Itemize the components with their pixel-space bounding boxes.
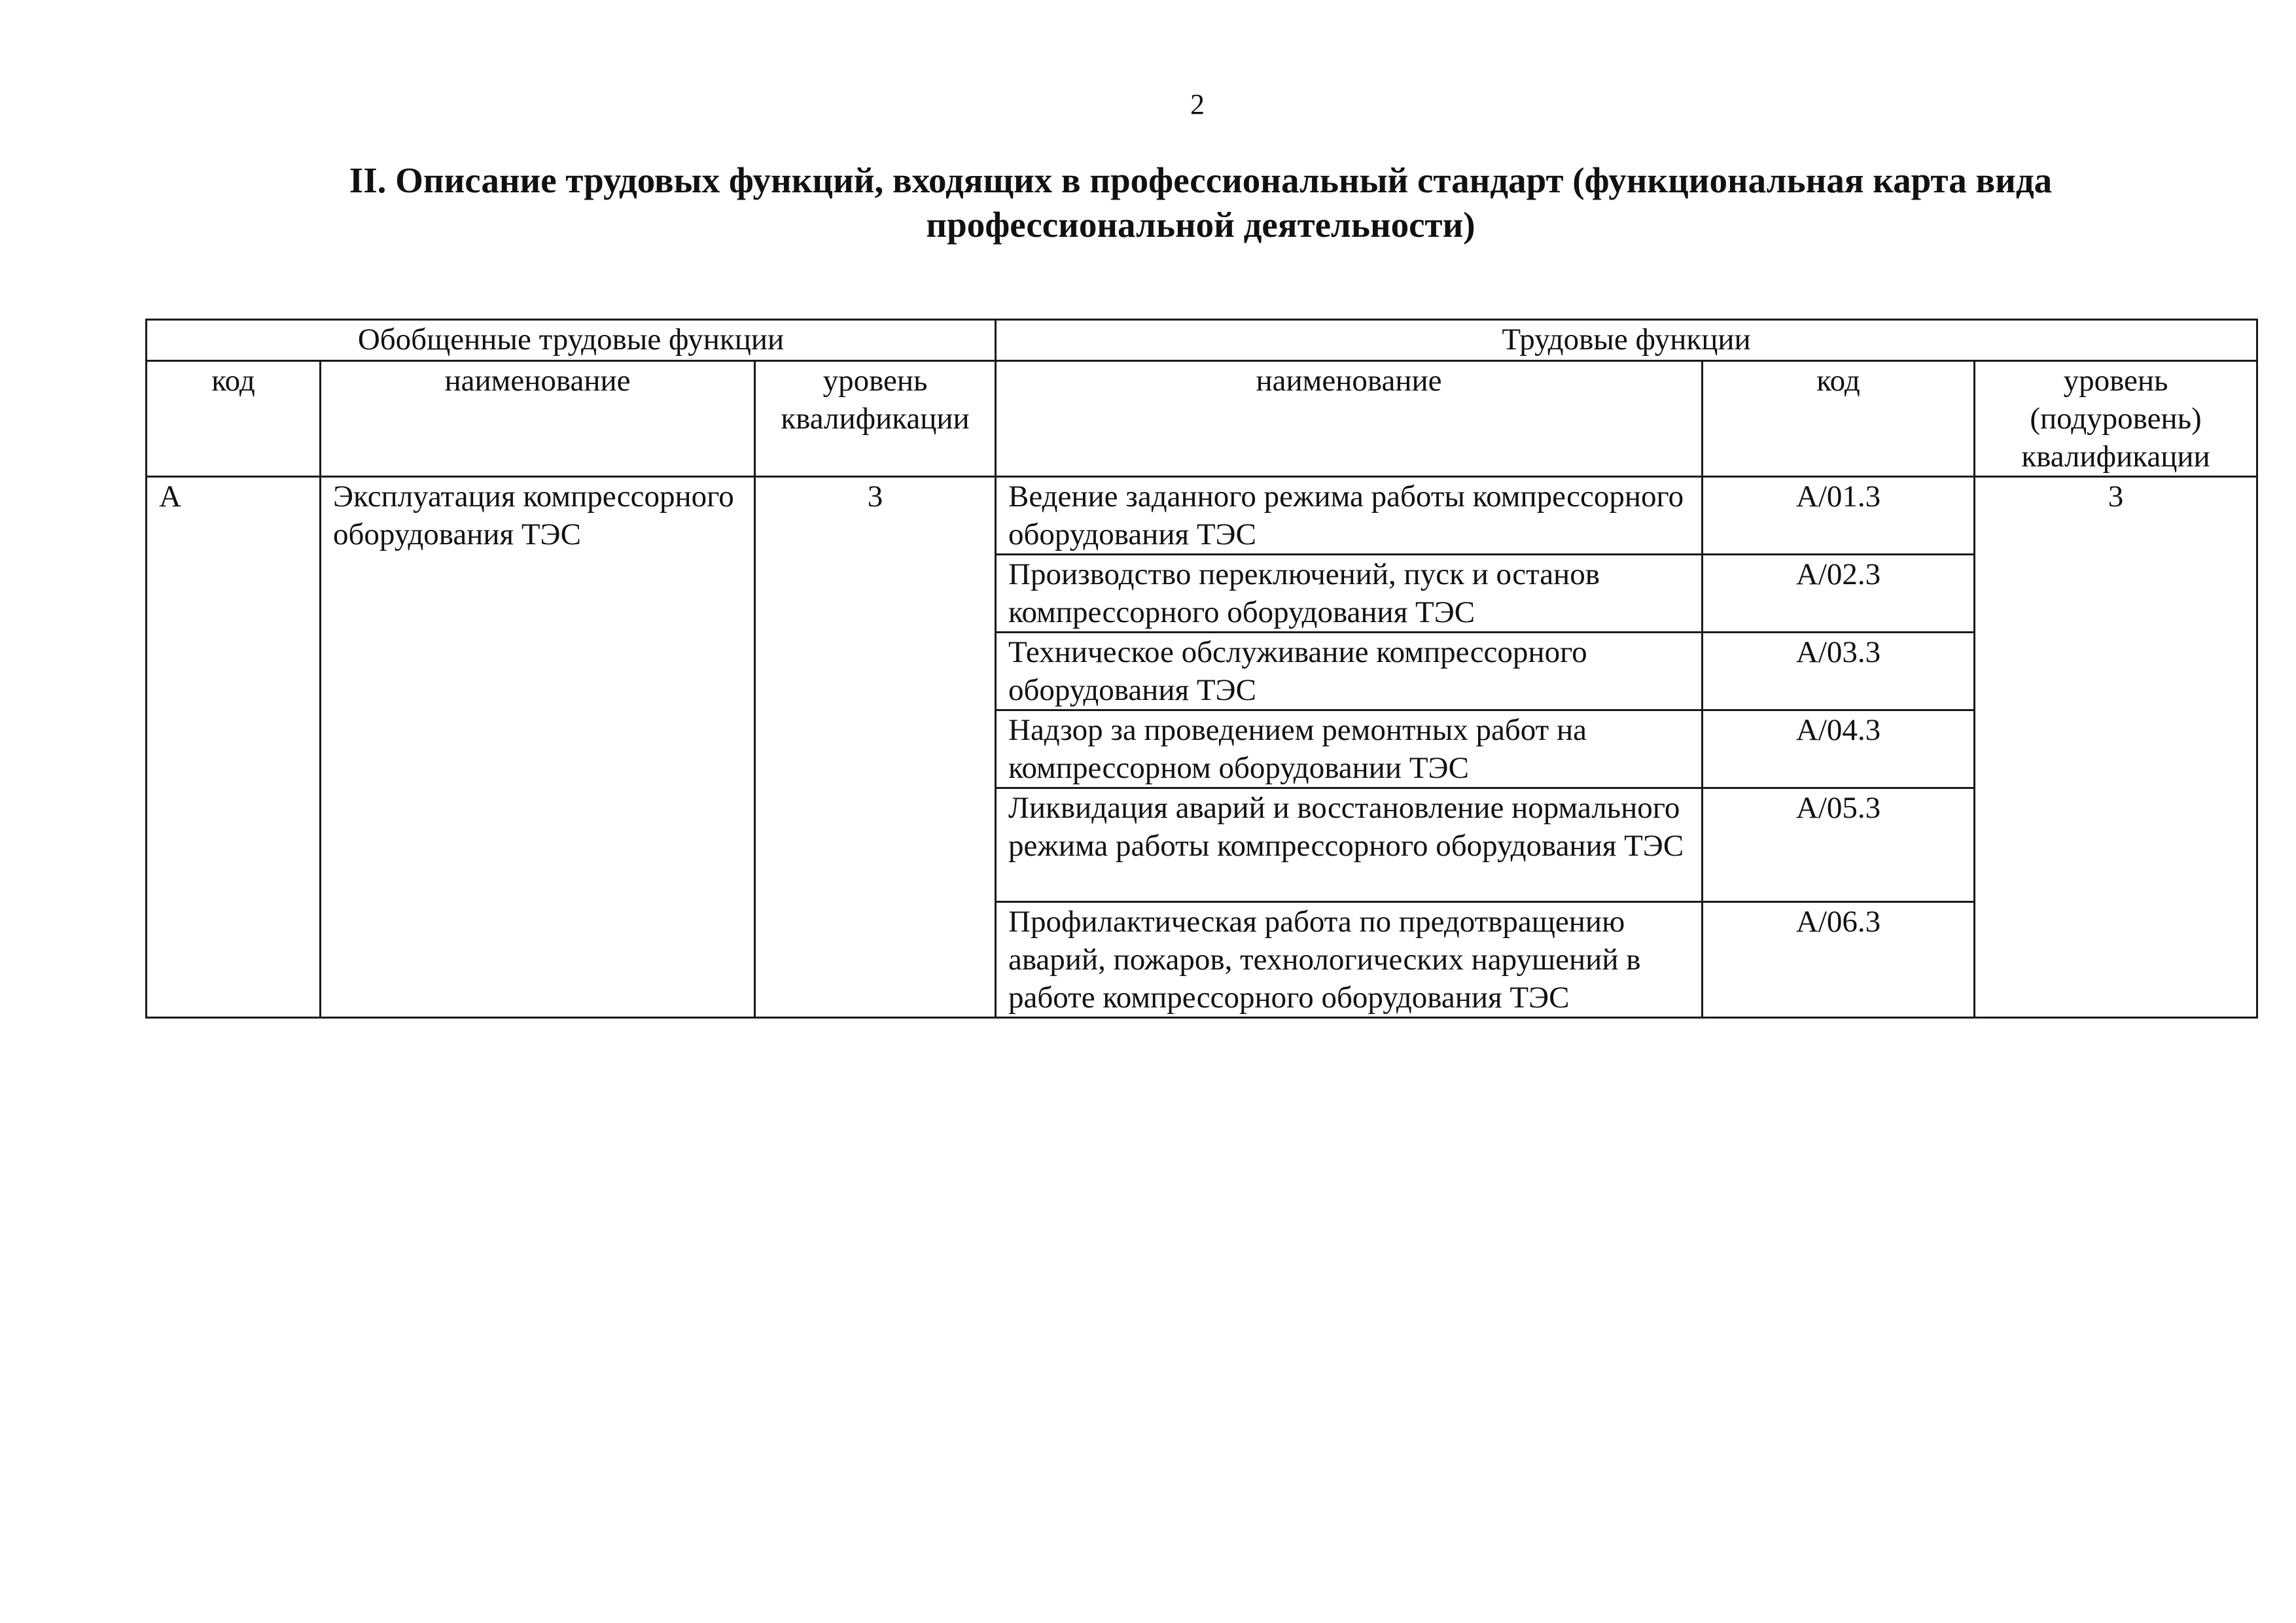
generalized-functions-group-header: Обобщенные трудовые функции (147, 320, 996, 361)
tf-code-cell: А/03.3 (1703, 633, 1975, 710)
tf-level-header: уровень (подуровень) квалификации (1975, 361, 2257, 477)
tf-code-cell: А/01.3 (1703, 477, 1975, 555)
heading-line-1: II. Описание трудовых функций, входящих в профессиональный стандарт (функциональная карта вида (349, 160, 2053, 200)
tf-code-cell: А/02.3 (1703, 555, 1975, 633)
tf-code-cell: А/05.3 (1703, 788, 1975, 902)
table-row (147, 477, 2257, 555)
gen-level-cell: 3 (755, 477, 996, 1018)
tf-name-cell: Надзор за проведением ремонтных работ на компрессорном оборудовании ТЭС (996, 710, 1703, 788)
gen-name-header: наименование (321, 361, 755, 477)
tf-level-cell: 3 (1975, 477, 2257, 1018)
page-number: 2 (1190, 88, 1205, 120)
gen-code-cell: А (147, 477, 321, 1018)
tf-name-cell: Техническое обслуживание компрессорного оборудования ТЭС (996, 633, 1703, 710)
heading-line-2: профессиональной деятельности) (926, 205, 1475, 245)
tf-name-header: наименование (996, 361, 1703, 477)
tf-name-cell: Ликвидация аварий и восстановление нормального режима работы компрессорного оборудования ТЭС (996, 788, 1703, 902)
gen-name-cell: Эксплуатация компрессорного оборудования ТЭС (321, 477, 755, 1018)
gen-level-header: уровень квалификации (755, 361, 996, 477)
section-heading (216, 158, 2185, 247)
labor-functions-group-header: Трудовые функции (996, 320, 2257, 361)
tf-code-header: код (1703, 361, 1975, 477)
tf-code-cell: А/06.3 (1703, 902, 1975, 1018)
tf-name-cell: Профилактическая работа по предотвращению аварий, пожаров, технологических нарушений в работе компрессорного оборудования ТЭС (996, 902, 1703, 1018)
tf-name-cell: Ведение заданного режима работы компрессорного оборудования ТЭС (996, 477, 1703, 555)
table-column-header-row (147, 361, 2257, 477)
table-group-header-row (147, 320, 2257, 361)
gen-code-header: код (147, 361, 321, 477)
functional-map-table (145, 319, 2258, 1019)
tf-code-cell: А/04.3 (1703, 710, 1975, 788)
tf-name-cell: Производство переключений, пуск и останов компрессорного оборудования ТЭС (996, 555, 1703, 633)
